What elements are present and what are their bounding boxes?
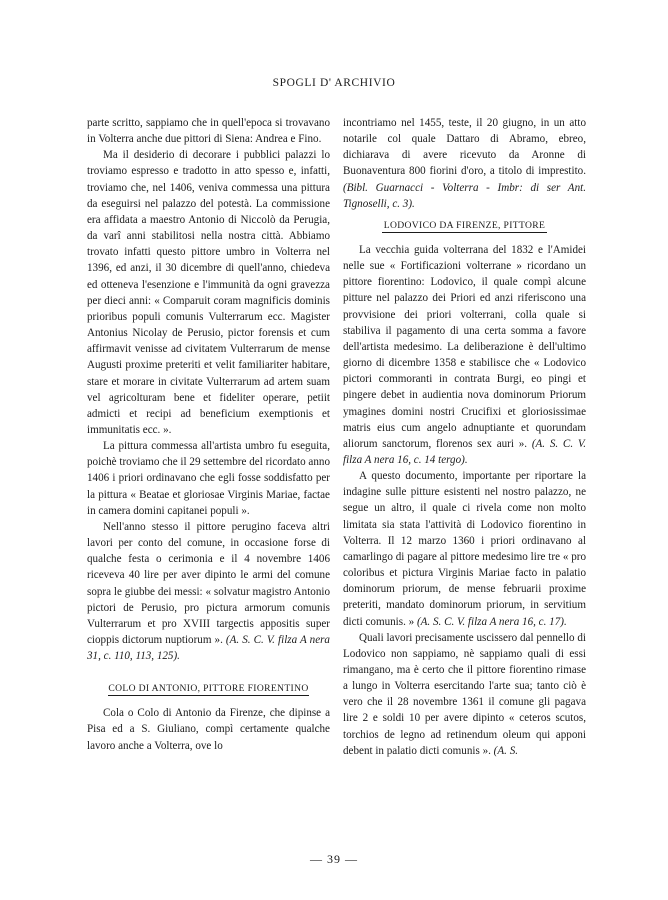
paragraph: Ma il desiderio di decorare i pubblici palazzi lo troviamo espresso e tradotto in atto spesso e, infatti, troviamo che, nel 1406, veniva commessa una pittura da eseguirsi nel palazzo del potestà. La commissione era affidata a maestro Antonio di Niccolò da Perugia, da varî anni stabilitosi nella nostra città. Abbiamo trovato infatti questo pittore umbro in Volterra nel 1396, ed anzi, il 30 dicembre di quell'anno, chiedeva ed otteneva l'esenzione e l'immunità da ogni gravezza per dieci anni: « Comparuit coram magnificis dominis prioribus populi comunis Vulterrarum ecc. Magister Antonius Nicolay de Perusio, pictor forensis et cum affirmavit venisse ad civitatem Vulterrarum de mense Augusti proxime preteriti et velit familiariter habitare, stare et morare in civitate Vulterrarum ad artem suam vel agricolturam bene et fideliter operare, petiit admicti et recipi ad beneficium exemptionis et immunitatis ecc. ». (87, 149, 330, 436)
section-heading (87, 682, 330, 696)
paragraph-text: Nell'anno stesso il pittore perugino faceva altri lavori per conto del comune, in occasione forse di qualche festa o cerimonia e il 4 novembre 1406 riceveva 40 lire per aver dipinto le armi del comune sopra le giubbe dei messi: « solvatur magistro Antonio pictori de Perusio, pro pictura armorum comunis Vulterrarum et pro XVIII targectis appositis super cioppis dictorum nuptiorum ». (87, 520, 330, 646)
paragraph (343, 468, 586, 630)
paragraph (343, 242, 586, 468)
archive-reference: (A. S. C. V. filza A nera 16, c. 14 tergo). (343, 437, 586, 466)
paragraph: La pittura commessa all'artista umbro fu eseguita, poichè troviamo che il 29 settembre del ricordato anno 1406 i priori ordinavano che egli fosse soddisfatto per la pittura « Beatae et gloriosae Virginis Mariae, factae in camera domini capitanei populi ». (87, 440, 330, 517)
running-header: SPOGLI D' ARCHIVIO (272, 77, 396, 89)
paragraph-text: La vecchia guida volterrana del 1832 e l'Amidei nelle sue « Fortificazioni volterrane » ricordano un pittore fiorentino: Lodovico, il quale compì alcune pitture nel palazzo dei Priori ed anzi riferiscono una provvisione dei priori volterrani, colla quale si stabiliva il pagamento di una certa somma a favore dell'artista medesimo. La deliberazione è dell'ultimo giorno di dicembre 1358 e stabilisce che « Lodovico pictori commoranti in contrata Burgi, eo pingi et pingere debet in audientia nova dominorum Priorum ymagines domini nostri Crucifixi et gloriosissimae matris eius cum angelo adnuptiante et quorundam aliorum sanctorum, florenos sex auri ». (343, 243, 586, 450)
right-column (343, 115, 586, 759)
paragraph: parte scritto, sappiamo che in quell'epoca si trovavano in Volterra anche due pittori di Siena: Andrea e Fino. (87, 117, 330, 146)
section-heading-text: LODOVICO DA FIRENZE, PITTORE (383, 219, 546, 231)
paragraph: Cola o Colo di Antonio da Firenze, che dipinse a Pisa ed a S. Giuliano, compì certamente qualche lavoro anche a Volterra, ove lo (87, 707, 330, 752)
left-column (87, 115, 330, 754)
section-heading (343, 219, 586, 233)
paragraph (343, 115, 586, 212)
paragraph (343, 630, 586, 759)
archive-reference: (A. S. C. V. filza A nera 16, c. 17). (416, 615, 567, 628)
page-number: — 39 — (310, 852, 358, 866)
archive-reference: (A. S. C. V. filza A nera 31, c. 110, 113, 125). (87, 634, 330, 663)
paragraph-text: Quali lavori precisamente uscissero dal pennello di Lodovico non sappiamo, nè sappiamo quali di essi rimangano, ma è certo che il pittore fiorentino rimase a lungo in Volterra esercitando l'arte sua; tanto ciò è vero che il 28 novembre 1361 il comune gli pagava lire 2 e soldi 10 per avere dipinto « ceteros scutos, torchios de legno ad retinendum oleum qui apponi debent in palatio dicti comunis ». (343, 631, 586, 757)
section-heading-text: COLO DI ANTONIO, PITTORE FIORENTINO (108, 683, 309, 695)
archive-reference: (A. S. (493, 744, 519, 757)
paragraph-text: A questo documento, importante per riportare la indagine sulle pitture esistenti nel nostro palazzo, ne segue un altro, il quale ci rivela come non molto limitata sia stata l'attività di Lodovico fiorentino in Volterra. Il 12 marzo 1360 i priori ordinavano al camarlingo di pagare al pittore medesimo lire tre « pro coloribus et pictura Virginis Mariae facto in palatio dominorum priorum, de mense februarii proxime preteriti, mandato dominorum priorum, in servitium dicti comunis. » (343, 470, 586, 628)
paragraph-text: incontriamo nel 1455, teste, il 20 giugno, in un atto notarile col quale Dattaro di Abramo, ebreo, dichiarava di avere ricevuto da Aronne di Buonaventura 800 fiorini d'oro, a titolo di imprestito. (343, 117, 586, 178)
paragraph (87, 519, 330, 664)
archive-reference: (Bibl. Guarnacci - Volterra - Imbr: di ser Ant. Tignoselli, c. 3). (343, 181, 586, 210)
